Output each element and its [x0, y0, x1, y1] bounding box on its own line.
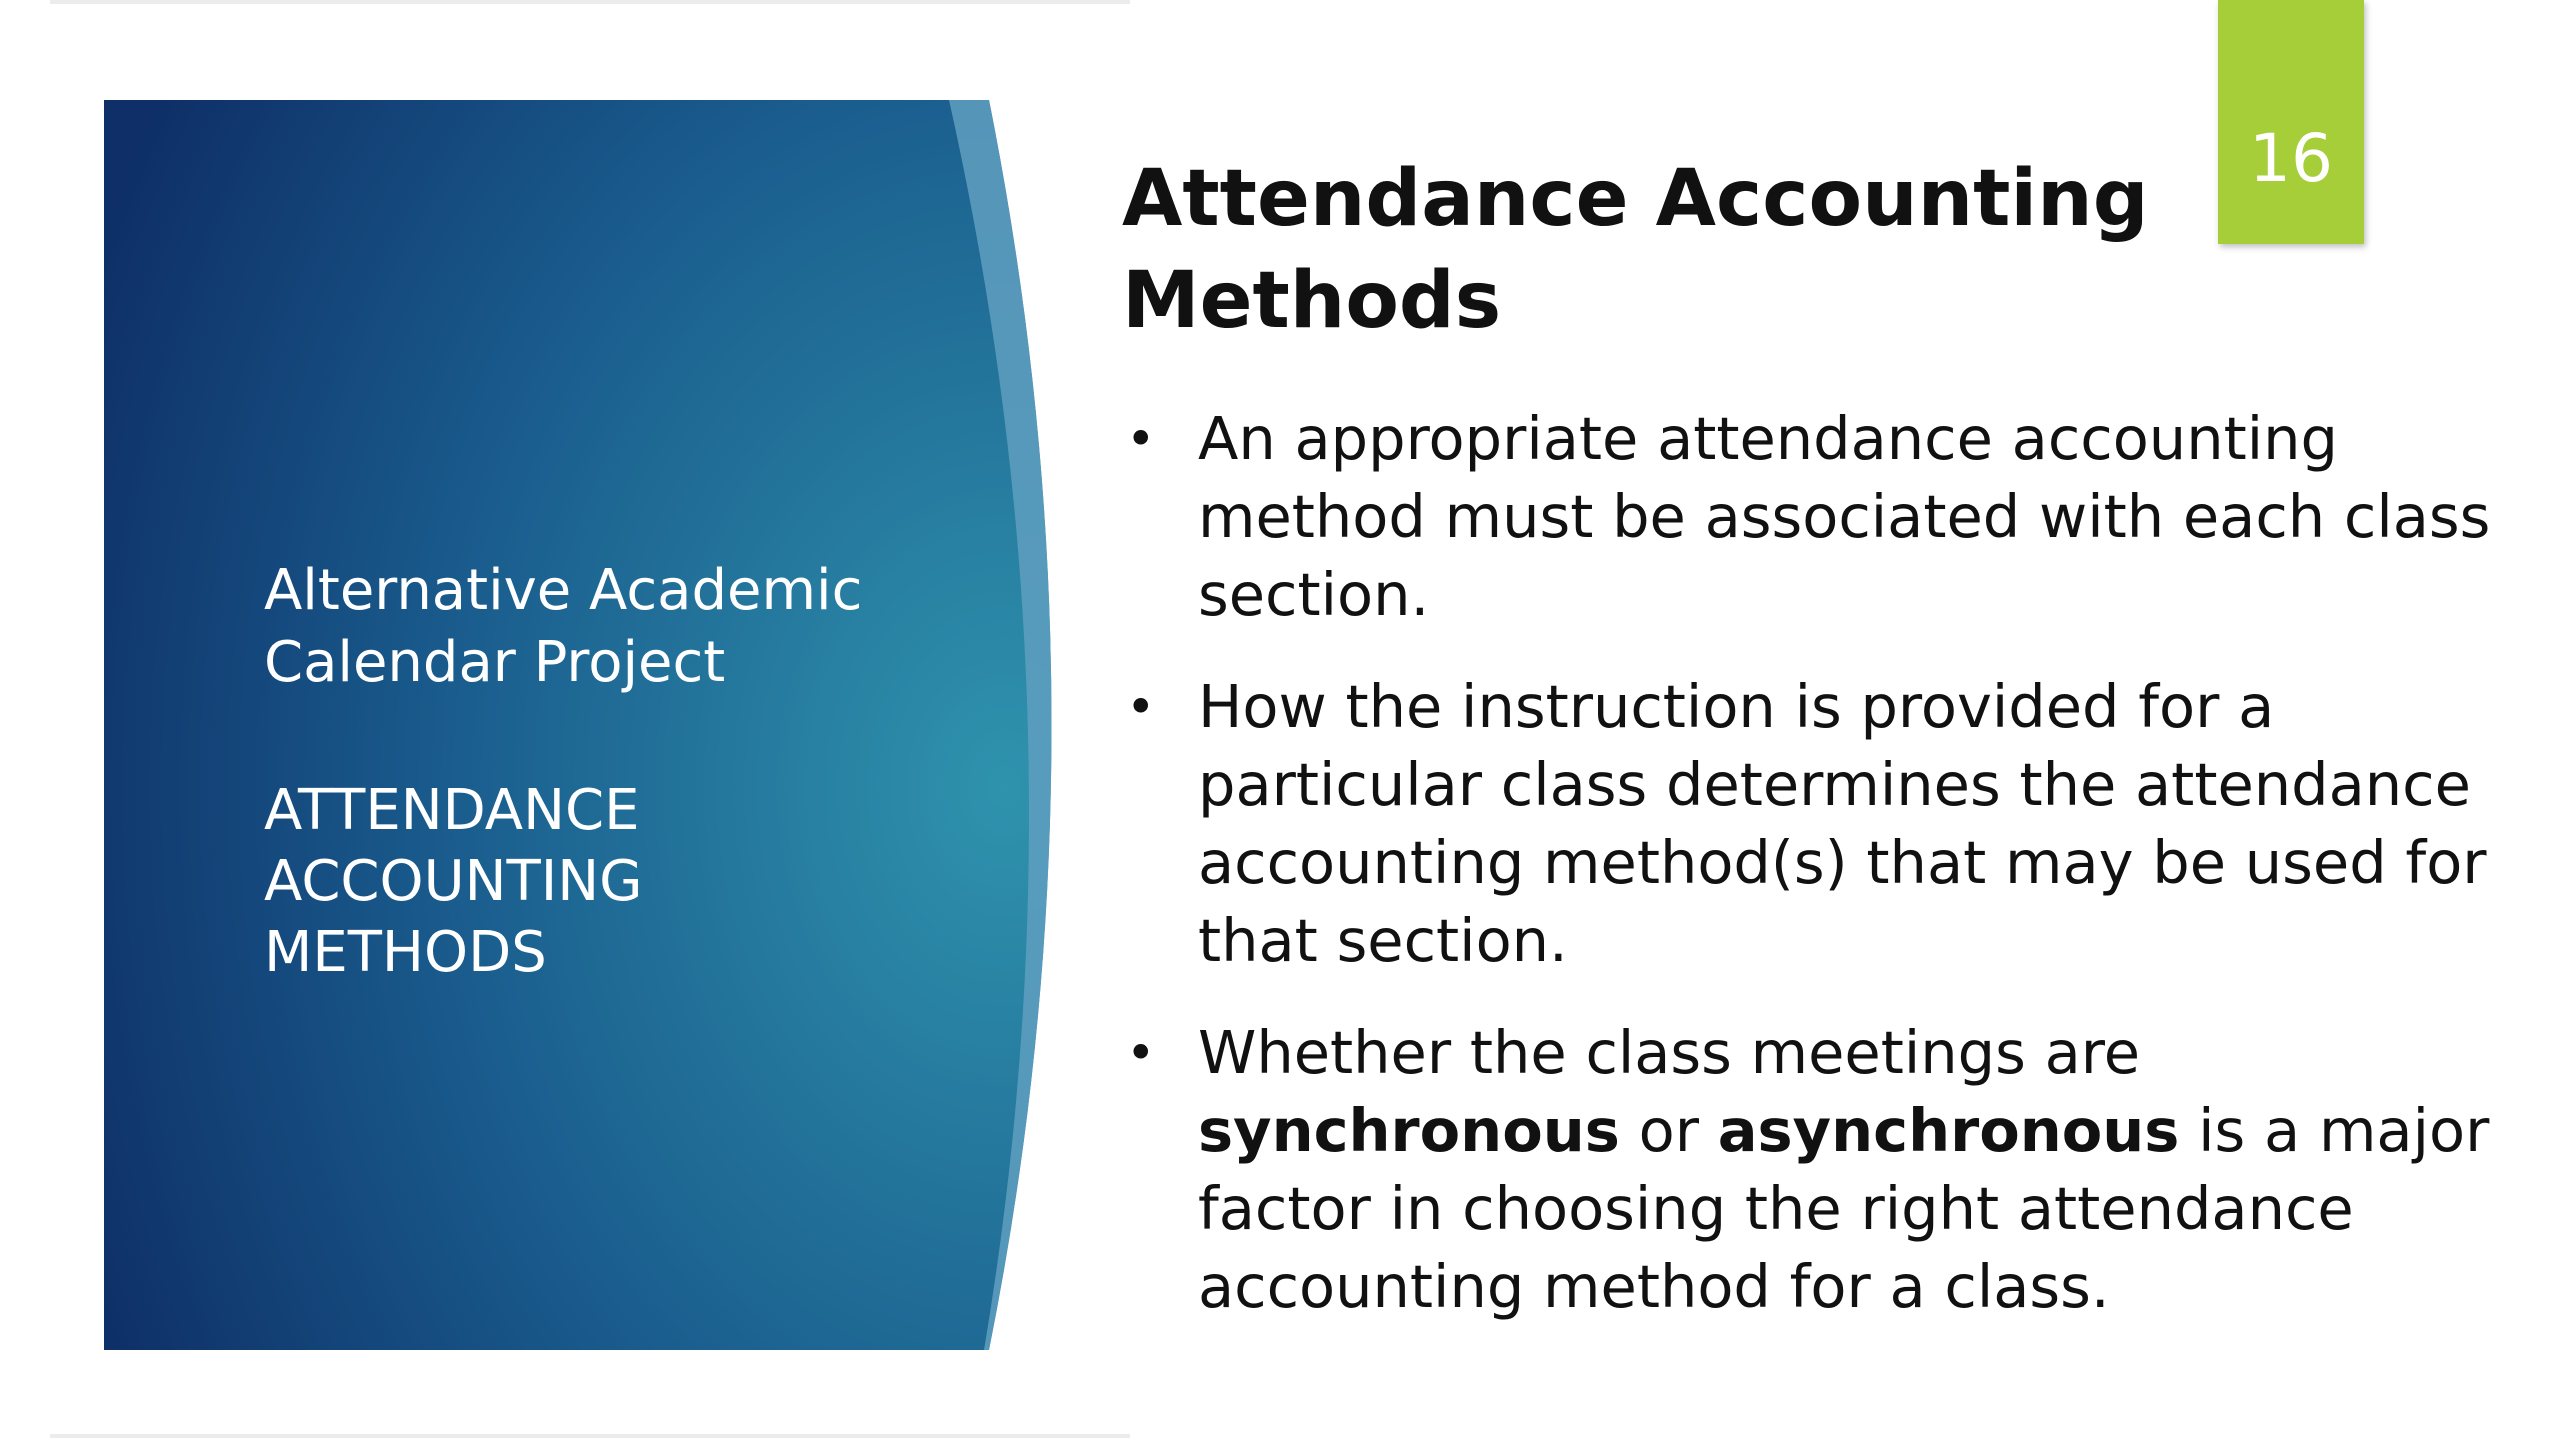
bullet-dot-icon: •: [1126, 410, 1156, 468]
panel-text: [264, 555, 1024, 988]
bullet-text-part: is a major factor in choosing the right attendance accounting method for a class.: [1198, 1096, 2490, 1321]
bullet-item: [1122, 668, 2502, 980]
bullet-list: [1122, 400, 2502, 1360]
slide-number: 16: [2249, 120, 2333, 197]
bullet-item: [1122, 1014, 2502, 1326]
slide-heading: Attendance Accounting Methods: [1122, 154, 2149, 346]
panel-title: Alternative Academic Calendar Project: [264, 558, 863, 695]
bullet-text-part: or: [1619, 1096, 1718, 1165]
bullet-item: [1122, 400, 2502, 634]
bullet-text: [1198, 1018, 2489, 1321]
bullet-text: An appropriate attendance accounting method must be associated with each class section.: [1198, 404, 2491, 629]
title-panel: [104, 100, 1054, 1350]
bullet-text-part: Whether the class meetings are: [1198, 1018, 2141, 1087]
top-divider: [50, 0, 1130, 4]
bullet-dot-icon: •: [1126, 678, 1156, 736]
bold-term-synchronous: synchronous: [1198, 1096, 1620, 1165]
bottom-divider: [50, 1434, 1130, 1438]
panel-subtitle: ATTENDANCE ACCOUNTING METHODS: [264, 778, 643, 985]
bold-term-asynchronous: asynchronous: [1717, 1096, 2180, 1165]
bullet-dot-icon: •: [1126, 1024, 1156, 1082]
slide-number-badge: [2218, 0, 2364, 244]
bullet-text: How the instruction is provided for a particular class determines the attendance accounting method(s) that may be used for that section.: [1198, 672, 2487, 975]
